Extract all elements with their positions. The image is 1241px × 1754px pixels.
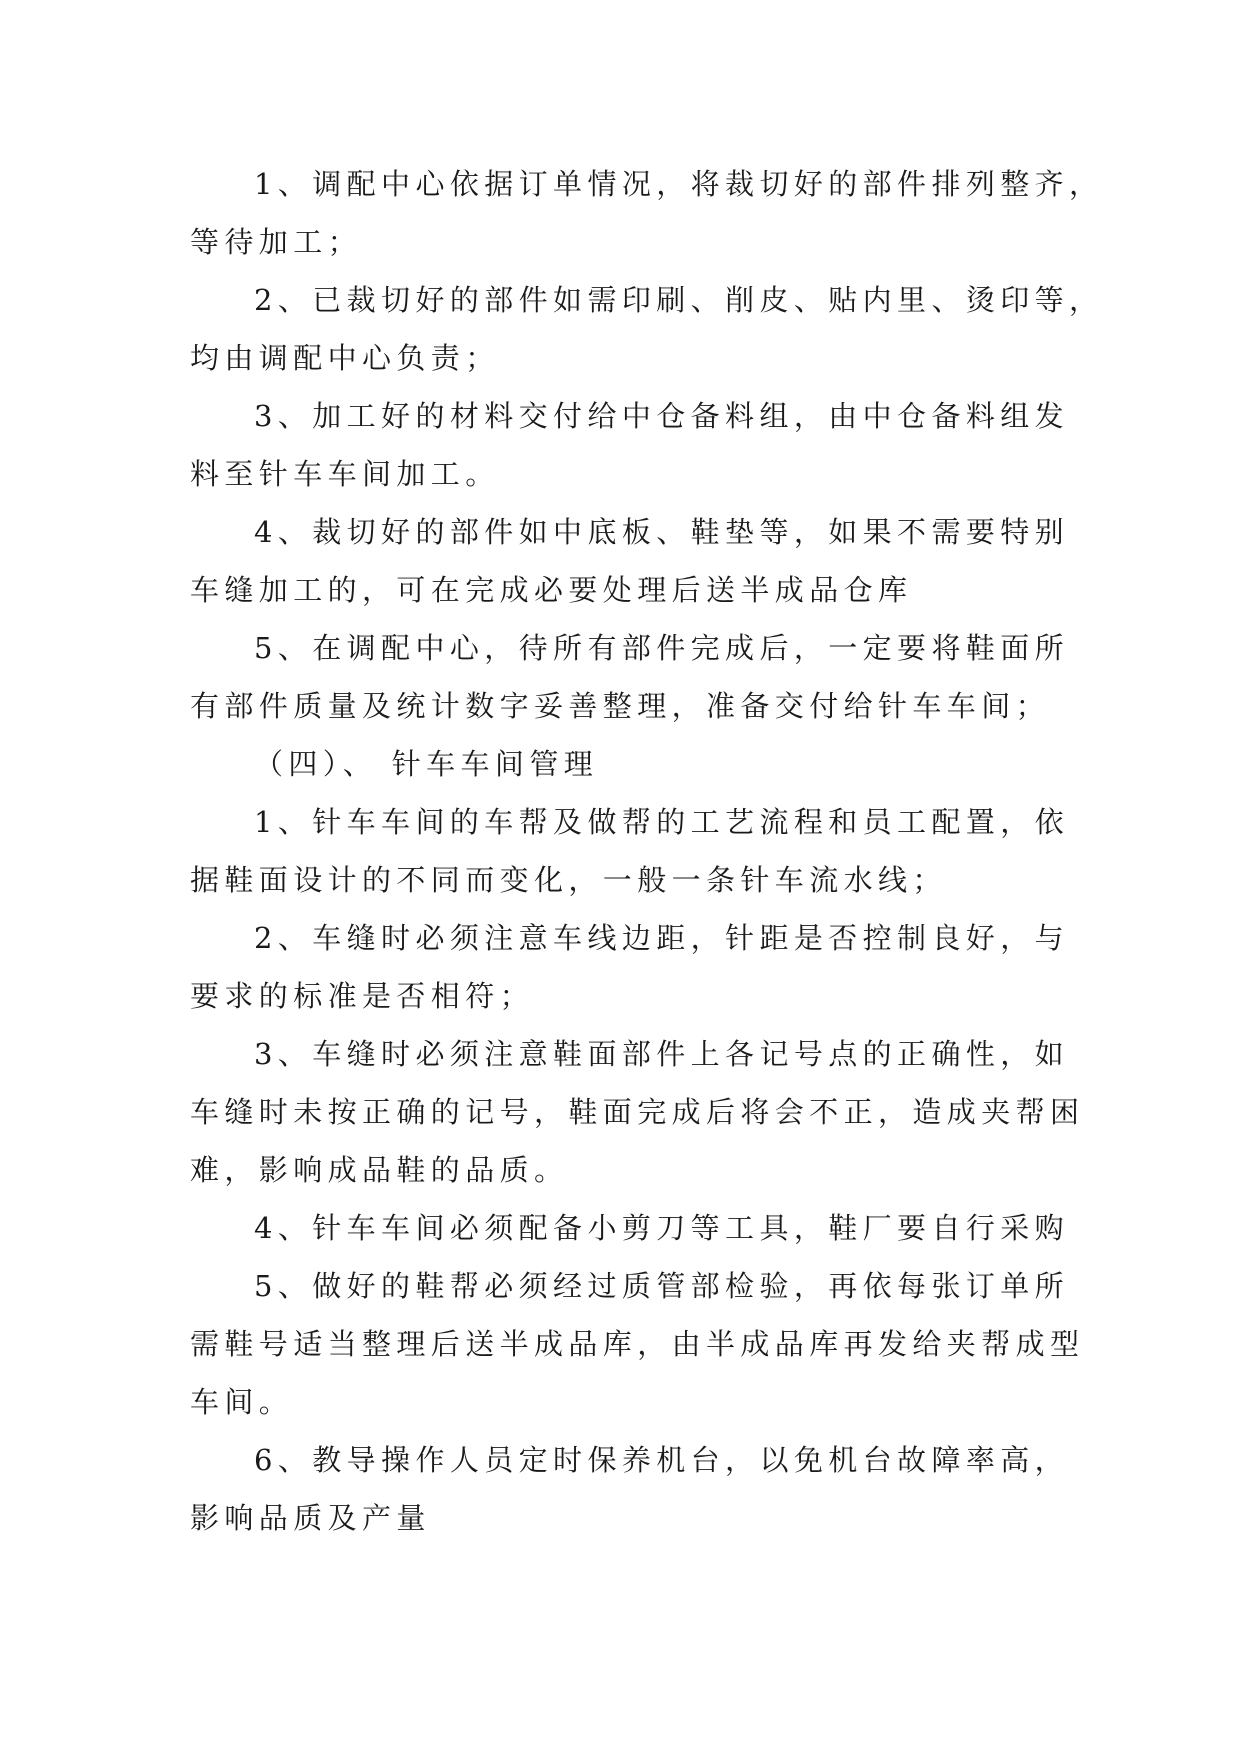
paragraph-9 xyxy=(190,1025,1085,1199)
text-line: 5、在调配中心，待所有部件完成后，一定要将鞋面所 xyxy=(254,631,1070,665)
text-line: 1、针车车间的车帮及做帮的工艺流程和员工配置，依 xyxy=(254,805,1070,839)
paragraph-10 xyxy=(190,1199,1070,1257)
paragraph-12 xyxy=(190,1431,1070,1547)
paragraph-3 xyxy=(190,387,1070,503)
paragraph-8 xyxy=(190,909,1070,1025)
text-line: 等待加工； xyxy=(190,225,363,259)
paragraph-2 xyxy=(190,271,1104,387)
document-body xyxy=(190,155,1104,1547)
text-line: 1、调配中心依据订单情况，将裁切好的部件排列整齐， xyxy=(254,167,1104,201)
text-line: 要求的标准是否相符； xyxy=(190,979,535,1013)
text-line: 4、针车车间必须配备小剪刀等工具，鞋厂要自行采购 xyxy=(254,1211,1070,1245)
text-line: 均由调配中心负责； xyxy=(190,341,500,375)
text-line: 据鞋面设计的不同而变化，一般一条针车流水线； xyxy=(190,863,947,897)
text-line: 3、加工好的材料交付给中仓备料组，由中仓备料组发 xyxy=(254,399,1070,433)
text-line: 3、车缝时必须注意鞋面部件上各记号点的正确性，如 xyxy=(254,1037,1070,1071)
text-line: 6、教导操作人员定时保养机台，以免机台故障率高， xyxy=(254,1443,1070,1477)
text-line: 车缝时未按正确的记号，鞋面完成后将会不正，造成夹帮困 xyxy=(190,1095,1085,1129)
text-line: 车缝加工的，可在完成必要处理后送半成品仓库 xyxy=(190,573,913,607)
text-line: 5、做好的鞋帮必须经过质管部检验，再依每张订单所 xyxy=(254,1269,1070,1303)
text-line: 难，影响成品鞋的品质。 xyxy=(190,1153,569,1187)
paragraph-7 xyxy=(190,793,1070,909)
paragraph-4 xyxy=(190,503,1070,619)
text-line: 车间。 xyxy=(190,1385,294,1419)
text-line: 有部件质量及统计数字妥善整理，准备交付给针车车间； xyxy=(190,689,1051,723)
text-line: 2、车缝时必须注意车线边距，针距是否控制良好，与 xyxy=(254,921,1070,955)
paragraph-1 xyxy=(190,155,1104,271)
text-line: （四）、 针车车间管理 xyxy=(254,747,599,781)
text-line: 2、已裁切好的部件如需印刷、削皮、贴内里、烫印等， xyxy=(254,283,1104,317)
text-line: 影响品质及产量 xyxy=(190,1501,431,1535)
section-heading xyxy=(190,735,1060,793)
text-line: 4、裁切好的部件如中底板、鞋垫等，如果不需要特别 xyxy=(254,515,1070,549)
paragraph-11 xyxy=(190,1257,1085,1431)
paragraph-5 xyxy=(190,619,1070,735)
text-line: 料至针车车间加工。 xyxy=(190,457,500,491)
text-line: 需鞋号适当整理后送半成品库，由半成品库再发给夹帮成型 xyxy=(190,1327,1085,1361)
